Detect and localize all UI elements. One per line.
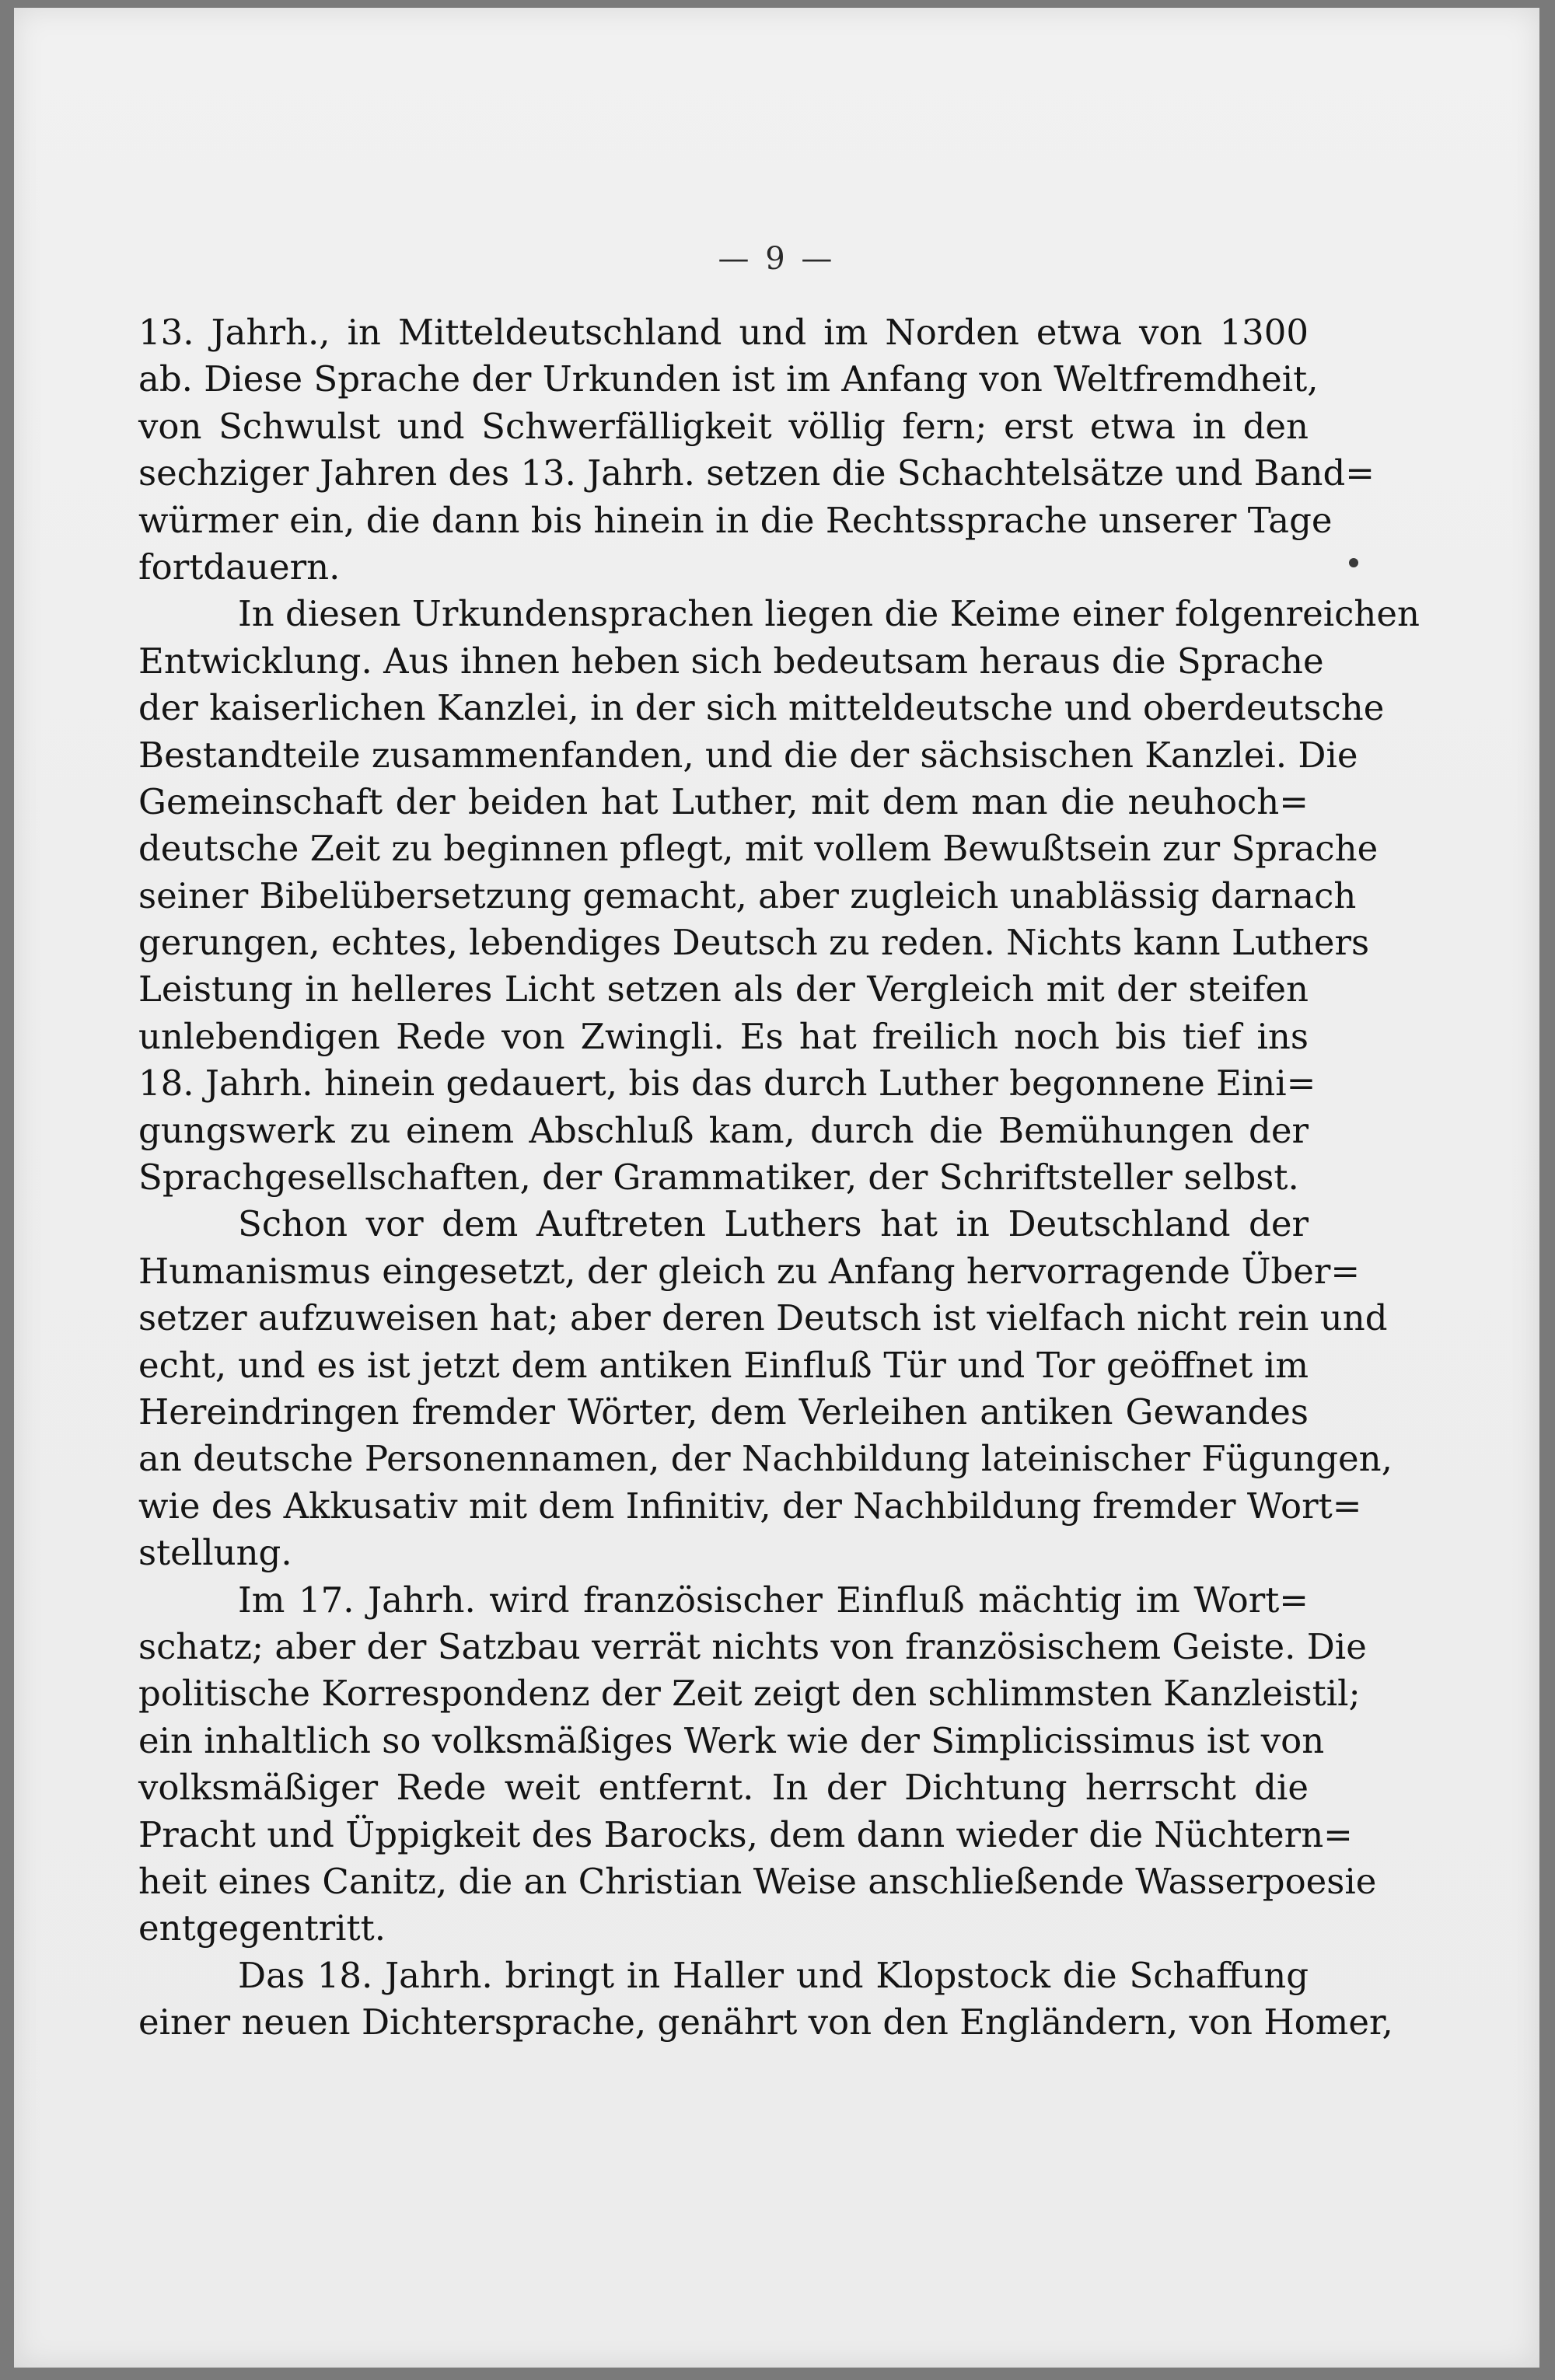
text-line: heit eines Canitz, die an Christian Weise anschließende Wasserpoesie xyxy=(138,1860,1377,1902)
text-line: 13. Jahrh., in Mitteldeutschland und im Norden etwa von 1300 xyxy=(138,312,1309,353)
text-line: einer neuen Dichtersprache, genährt von den Engländern, von Homer, xyxy=(138,2001,1393,2043)
page-number: — 9 — xyxy=(718,241,836,277)
text-line: deutsche Zeit zu beginnen pflegt, mit vollem Bewußtsein zur Sprache xyxy=(138,828,1379,870)
text-line: 18. Jahrh. hinein gedauert, bis das durch Luther begonnene Eini= xyxy=(138,1063,1316,1105)
text-line: echt, und es ist jetzt dem antiken Einfluß Tür und Tor geöffnet im xyxy=(138,1344,1309,1386)
text-line: Humanismus eingesetzt, der gleich zu Anfang hervorragende Über= xyxy=(138,1250,1361,1292)
text-line: Sprachgesellschaften, der Grammatiker, der Schriftsteller selbst. xyxy=(138,1157,1299,1199)
text-line: Bestandteile zusammenfanden, und die der sächsischen Kanzlei. Die xyxy=(138,734,1358,776)
text-line: schatz; aber der Satzbau verrät nichts von französischem Geiste. Die xyxy=(138,1625,1367,1667)
text-line: In diesen Urkundensprachen liegen die Keime einer folgenreichen xyxy=(238,593,1420,635)
text-line: gungswerk zu einem Abschluß kam, durch die Bemühungen der xyxy=(138,1109,1309,1151)
text-line: ein inhaltlich so volksmäßiges Werk wie der Simplicissimus ist von xyxy=(138,1719,1325,1761)
text-line: Leistung in helleres Licht setzen als der Vergleich mit der steifen xyxy=(138,968,1309,1010)
text-line: volksmäßiger Rede weit entfernt. In der Dichtung herrscht die xyxy=(138,1767,1309,1809)
text-line: sechziger Jahren des 13. Jahrh. setzen die Schachtelsätze und Band= xyxy=(138,452,1375,494)
text-line: Pracht und Üppigkeit des Barocks, dem dann wieder die Nüchtern= xyxy=(138,1813,1353,1855)
text-line: der kaiserlichen Kanzlei, in der sich mitteldeutsche und oberdeutsche xyxy=(138,687,1385,729)
text-line: würmer ein, die dann bis hinein in die Rechtssprache unserer Tage xyxy=(138,499,1333,541)
text-line: seiner Bibelübersetzung gemacht, aber zugleich unablässig darnach xyxy=(138,874,1357,916)
text-line: politische Korrespondenz der Zeit zeigt den schlimmsten Kanzleistil; xyxy=(138,1673,1361,1715)
text-line: an deutsche Personennamen, der Nachbildung lateinischer Fügungen, xyxy=(138,1438,1393,1480)
text-line: unlebendigen Rede von Zwingli. Es hat freilich noch bis tief ins xyxy=(138,1015,1309,1057)
text-line: Gemeinschaft der beiden hat Luther, mit dem man die neuhoch= xyxy=(138,780,1309,822)
text-line: stellung. xyxy=(138,1532,292,1574)
text-line: Schon vor dem Auftreten Luthers hat in Deutschland der xyxy=(238,1203,1309,1245)
text-line: Das 18. Jahrh. bringt in Haller und Klopstock die Schaffung xyxy=(238,1954,1309,1996)
text-line: ab. Diese Sprache der Urkunden ist im Anfang von Weltfremdheit, xyxy=(138,358,1319,400)
text-line: Im 17. Jahrh. wird französischer Einfluß mächtig im Wort= xyxy=(238,1579,1309,1621)
text-line: entgegentritt. xyxy=(138,1907,386,1949)
text-line: wie des Akkusativ mit dem Infinitiv, der Nachbildung fremder Wort= xyxy=(138,1485,1362,1527)
text-line: setzer aufzuweisen hat; aber deren Deutsch ist vielfach nicht rein und xyxy=(138,1297,1388,1339)
text-line: von Schwulst und Schwerfälligkeit völlig fern; erst etwa in den xyxy=(138,405,1309,447)
text-line: Entwicklung. Aus ihnen heben sich bedeutsam heraus die Sprache xyxy=(138,640,1324,682)
ink-spot xyxy=(1349,558,1358,567)
text-line: Hereindringen fremder Wörter, dem Verleihen antiken Gewandes xyxy=(138,1391,1309,1433)
text-line: gerungen, echtes, lebendiges Deutsch zu reden. Nichts kann Luthers xyxy=(138,922,1370,964)
body-text xyxy=(138,309,1420,2046)
text-line: fortdauern. xyxy=(138,546,341,588)
